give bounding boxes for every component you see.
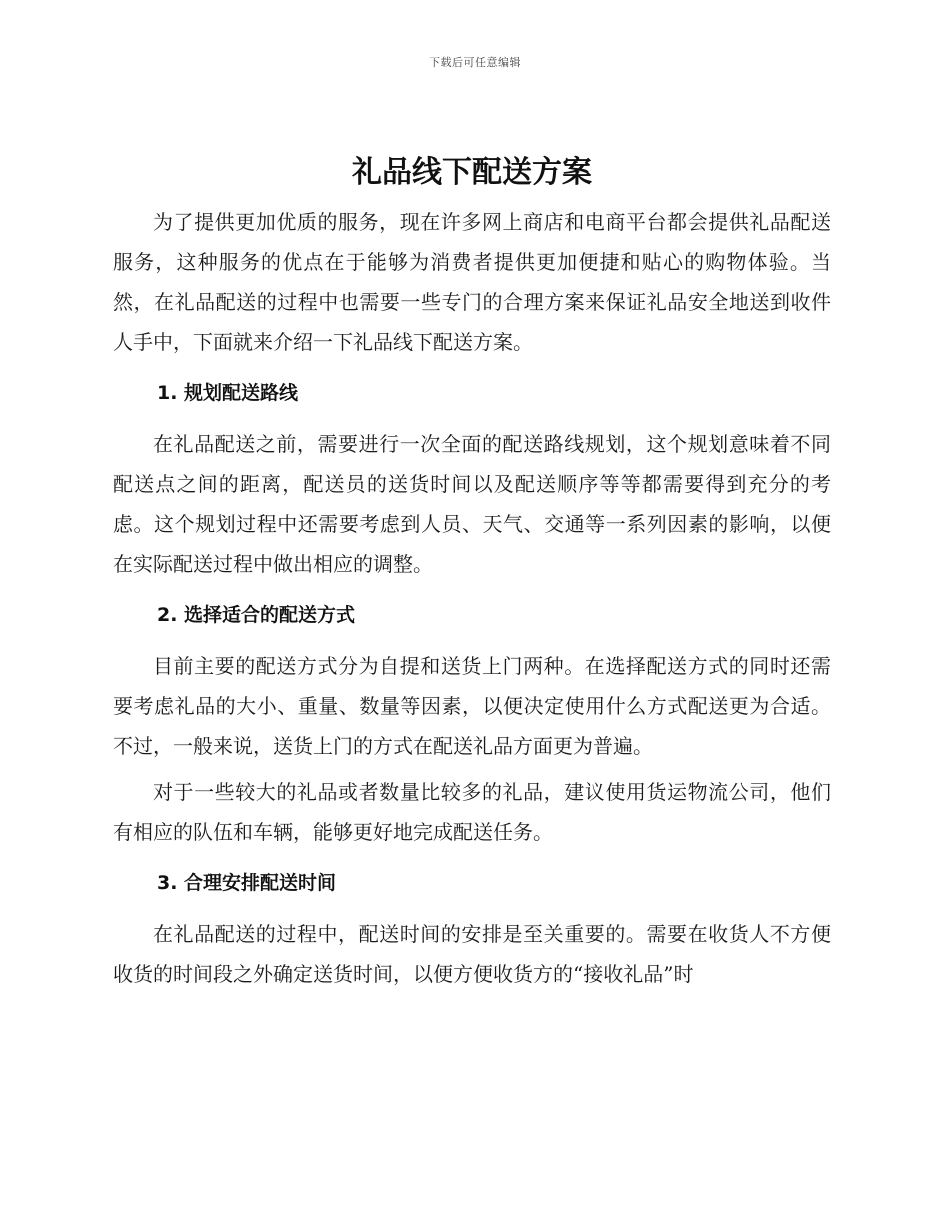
intro-paragraph: 为了提供更加优质的服务，现在许多网上商店和电商平台都会提供礼品配送服务，这种服务的优点在于能够为消费者提供更加便捷和贴心的购物体验。当然，在礼品配送的过程中也需要一些专门的合理方案来保证礼品安全地送到收件人手中，下面就来介绍一下礼品线下配送方案。 — [113, 210, 831, 354]
section-heading-1: 1. 规划配送路线 — [157, 382, 299, 404]
header-note: 下载后可任意编辑 — [429, 56, 521, 69]
section-heading-3: 3. 合理安排配送时间 — [157, 872, 337, 894]
document-body — [113, 150, 831, 994]
section-2-paragraph-1: 目前主要的配送方式分为自提和送货上门两种。在选择配送方式的同时还需要考虑礼品的大小、重量、数量等因素，以便决定使用什么方式配送更为合适。不过，一般来说，送货上门的方式在配送礼品方面更为普遍。 — [113, 654, 831, 758]
section-3-paragraph-1: 在礼品配送的过程中，配送时间的安排是至关重要的。需要在收货人不方便收货的时间段之外确定送货时间，以便方便收货方的“接收礼品”时 — [113, 922, 831, 986]
section-1-paragraph-1: 在礼品配送之前，需要进行一次全面的配送路线规划，这个规划意味着不同配送点之间的距离，配送员的送货时间以及配送顺序等等都需要得到充分的考虑。这个规划过程中还需要考虑到人员、天气、交通等一系列因素的影响，以便在实际配送过程中做出相应的调整。 — [113, 432, 831, 576]
section-heading-2: 2. 选择适合的配送方式 — [157, 604, 356, 626]
document-title: 礼品线下配送方案 — [352, 155, 592, 190]
section-2-paragraph-2: 对于一些较大的礼品或者数量比较多的礼品，建议使用货运物流公司，他们有相应的队伍和车辆，能够更好地完成配送任务。 — [113, 780, 831, 844]
